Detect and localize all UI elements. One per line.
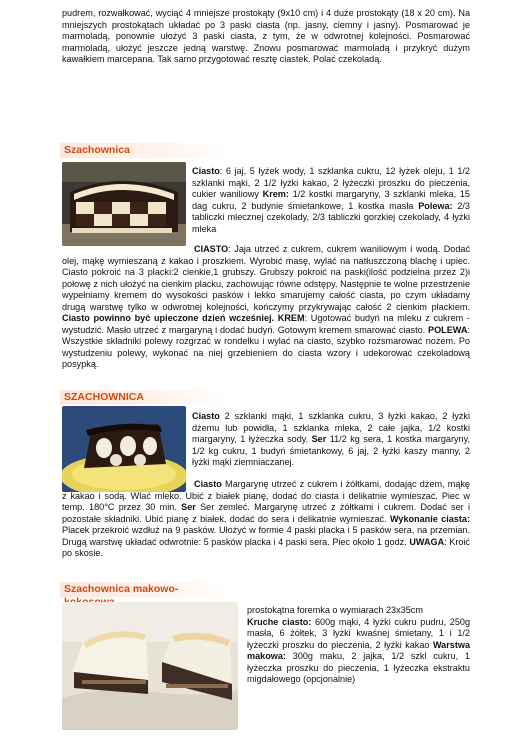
poppy-coconut-cake-image (62, 602, 238, 730)
recipe2-ingredients (192, 411, 470, 469)
ingredient-label: Ciasto (192, 166, 220, 176)
recipe3-photo (62, 602, 238, 730)
krem-text: 1/2 kostki margaryny, 3 szklanki mleka, 15 dag cukru, 2 budynie śmietankowe, 1 kostka masła (192, 189, 470, 211)
kruche-label: Kruche ciasto: (247, 616, 312, 627)
polewa-label: Polewa: (418, 200, 453, 211)
method-bold: Ser (181, 502, 196, 512)
method-bold: Wykonanie ciasta: (389, 513, 470, 524)
ingredient-text: : 6 jaj, 5 łyżek wody, 1 szklanka cukru, 12 łyżek oleju, 1 1/2 szklanki mąki, 2 1/2 łyżki kakao, 2 łyżeczki proszku do pieczenia, cukier waniliowy (192, 166, 470, 199)
intro-paragraph (62, 8, 470, 66)
recipe2-title: SZACHOWNICA (60, 390, 228, 405)
recipe1-photo (62, 162, 186, 246)
ser-label: Ser (311, 434, 327, 444)
method-bold: Ciasto powinno być upieczone dzień wcześniej. KREM (62, 313, 305, 323)
ingredient-text: 2 szklanki mąki, 1 szklanka cukru, 3 łyżki kakao, 2 łyżki dżemu lub powidła, 1 szklanka mleka, 2 całe jajka, 1/2 kostki margaryny, 1 łyżeczka sody. (192, 411, 470, 444)
method-text: : Kroić po skosie. (62, 536, 470, 558)
recipe2-method (62, 479, 470, 560)
recipe3-intro-line: prostokątna foremka o wymiarach 23x35cm (247, 605, 423, 615)
recipe1-title: Szachownica (60, 143, 228, 158)
recipe1-method (62, 244, 470, 371)
method-label: CIASTO (194, 244, 229, 254)
recipe3-title: Szachownica makowo- (60, 582, 228, 597)
checkerboard-cake-image (62, 162, 186, 246)
method-text: Ser zemleć. Margarynę utrzeć z żółtkami i cukrem. Dodać ser i pozostałe składniki. Ubić pianę z białek, dodać do sera i delikatnie wymieszać. (62, 502, 470, 524)
method-label: Ciasto (194, 479, 222, 489)
method-text: Margarynę utrzeć z cukrem i żółtkami, dodając dżem, mąkę z kakao i sodą. Wlać mleko. Ubić z białek pianę, dodać do ciasta i delikatnie wymieszać. Piec w temp. 180°C przez 30 min. (62, 479, 470, 512)
method-text: : Jaja utrzeć z cukrem, cukrem waniliowym i wodą. Dodać olej, mąkę wymieszaną z kakao i proszkiem. Wyrobić masę, wylać na natłuszczoną blachę i upiec. Ciasto pokroić na 3 placki:2 cienkie,1 grubszy. Grubszy pokroić na paski(ilość podzielna przez 2)i połowę z nich ułożyć na cienkim placku, zachowując równe odstępy. Następnie te wolne przestrzenie wypełniamy kremem do wysokości pasków i lekko smarujemy całość ciasta, po czym układamy drugą warstwę tylko w odwrotnej kolejności, kończymy przykrywając całość 2 cienkim plackiem. (62, 244, 470, 312)
method-text: : Wszystkie składniki polewy rozgrzać w rondelku i wylać na ciasto, szybko rozsmarować nożem. Po wystudzeniu polewy, wykonać na niej grzebieniem do ciasta wzory i udekorować czekoladową posypką. (62, 324, 470, 369)
intro-text: pudrem, rozwałkować, wyciąć 4 mniejsze prostokąty (9x10 cm) i 4 duże prostokąty (18 x 20 cm). Na mniejszych prostokątach układać po 3 paski ciasta (np. jasny, ciemny i jasny). Posmarować je marmoladą, ponownie ułożyć 3 paski ciasta, z tym, że w odwrotnej kolejności. Posmarować marmoladą, ułożyć jeszcze jedną warstwę. Znowu posmarować marmoladą i przykryć dużym kawałkiem marcepana. Tak samo przygotować resztę ciastek. Polać czekoladą. (62, 8, 470, 64)
recipe3-text (247, 605, 470, 686)
krem-label: Krem: (262, 189, 289, 199)
kruche-text: 600g mąki, 4 łyżki cukru pudru, 250g masła, 6 żółtek, 3 łyżki kwaśnej śmietany, 1 i 1/2 łyżeczki proszku do pieczenia, 2 łyżki kakao (247, 616, 471, 650)
method-text: : Ugotować budyń na mleku z cukrem - wystudzić. Masło utrzeć z margaryną i dodać budyń. Gotowym kremem smarować ciasto. (62, 313, 470, 335)
ingredient-label: Ciasto (192, 411, 220, 421)
mak-label: Warstwa makowa: (247, 639, 470, 661)
method-bold: UWAGA (409, 536, 445, 547)
ser-text: 11/2 kg sera, 1 kostka margaryny, 1/2 kg cukru, 1 budyń śmietankowy, 6 jaj, 2 łyżki kaszy manny, 2 łyżki mąki ziemniaczanej. (192, 434, 470, 467)
method-text: Placek przekroić wzdłuż na 9 pasków. Ułożyć w formie 4 paski placka i 5 pasków sera, na przemian. Drugą warstwę układać odwrotnie: 5 pasków placka i 4 paski sera. Piec około 1 godz. (62, 525, 470, 547)
recipe1-ingredients (192, 166, 470, 235)
method-bold: POLEWA (428, 324, 468, 335)
mak-text: 300g maku, 2 jajka, 1/2 szkl cukru, 1 łyżeczka proszku do pieczenia, 1 łyżeczka ekstraktu migdałowego (opcjonalnie) (247, 651, 470, 684)
polewa-text: 2/3 tabliczki mlecznej czekolady, 2/3 tabliczki gorzkiej czekolady, 4 łyżki mleka (192, 200, 470, 234)
